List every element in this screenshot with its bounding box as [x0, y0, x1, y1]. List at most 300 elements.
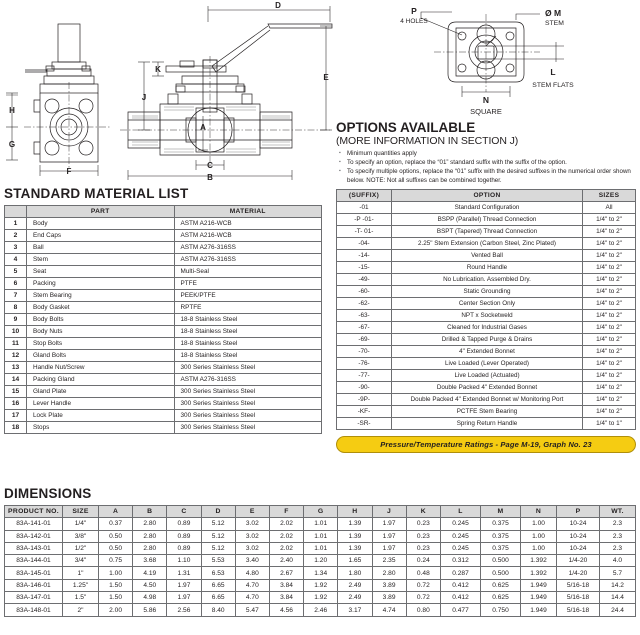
- options-cell-option: Standard Configuration: [392, 201, 583, 213]
- material-cell-part: Stops: [27, 422, 175, 434]
- dimensions-header-cell: C: [167, 506, 201, 518]
- dimensions-cell: 0.375: [481, 530, 521, 542]
- table-row: [5, 314, 322, 326]
- material-cell-num: 4: [5, 254, 27, 266]
- dimensions-cell: 2.67: [269, 567, 303, 579]
- table-row: [5, 218, 322, 230]
- dimensions-cell: 0.89: [167, 518, 201, 530]
- dimensions-cell: 1.949: [521, 604, 557, 616]
- pressure-temperature-banner[interactable]: Pressure/Temperature Ratings - Page M-19, Graph No. 23: [336, 436, 636, 453]
- material-cell-mat: 300 Series Stainless Steel: [174, 422, 322, 434]
- dimensions-cell: 0.89: [167, 530, 201, 542]
- material-cell-mat: 300 Series Stainless Steel: [174, 398, 322, 410]
- dimensions-cell: 3.17: [338, 604, 372, 616]
- dimensions-cell: 4.98: [133, 592, 167, 604]
- label-H: H: [9, 106, 15, 115]
- dimensions-cell: 2.3: [600, 542, 636, 554]
- table-row: [5, 338, 322, 350]
- table-row: [5, 386, 322, 398]
- dimensions-header-cell: K: [406, 506, 440, 518]
- dimensions-cell: 3.84: [269, 592, 303, 604]
- material-cell-mat: Multi-Seal: [174, 266, 322, 278]
- dimensions-cell: 0.23: [406, 530, 440, 542]
- table-row: [5, 530, 636, 542]
- label-square: SQUARE: [470, 107, 502, 116]
- options-cell-option: Double Packed 4" Extended Bonnet w/ Monitoring Port: [392, 393, 583, 405]
- label-4-holes: 4 HOLES: [400, 18, 428, 25]
- dimensions-cell: 1.392: [521, 555, 557, 567]
- table-row: [5, 410, 322, 422]
- material-cell-mat: PEEK/PTFE: [174, 290, 322, 302]
- dimensions-cell: 1.20: [304, 555, 338, 567]
- label-G: G: [8, 140, 16, 149]
- options-cell-option: Vented Ball: [392, 249, 583, 261]
- material-cell-part: Gland Bolts: [27, 350, 175, 362]
- dimensions-cell: 10-24: [557, 530, 600, 542]
- material-header-row: [5, 206, 322, 218]
- material-cell-num: 15: [5, 386, 27, 398]
- options-cell-sizes: 1/4" to 2": [583, 393, 636, 405]
- options-cell-sizes: 1/4" to 2": [583, 285, 636, 297]
- dimensions-cell: 5.12: [201, 530, 235, 542]
- options-cell-sizes: 1/4" to 2": [583, 357, 636, 369]
- label-E: E: [323, 73, 329, 82]
- dimensions-cell: 0.23: [406, 542, 440, 554]
- table-row: [337, 261, 636, 273]
- table-row: [5, 422, 322, 434]
- dimensions-cell: 1.00: [99, 567, 133, 579]
- dimensions-cell: 1.392: [521, 567, 557, 579]
- dimensions-cell: 1.5": [63, 592, 99, 604]
- label-L: L: [550, 67, 556, 77]
- table-row: [5, 290, 322, 302]
- label-stem-flats: STEM FLATS: [532, 82, 574, 89]
- dimensions-cell: 2.80: [133, 518, 167, 530]
- table-row: [5, 302, 322, 314]
- dimensions-cell: 2.02: [269, 530, 303, 542]
- material-cell-part: Body Nuts: [27, 326, 175, 338]
- dimensions-cell: 1.00: [521, 518, 557, 530]
- dimensions-cell: 1.80: [338, 567, 372, 579]
- dimensions-cell: 1.97: [372, 542, 406, 554]
- dimensions-cell: 1/4-20: [557, 555, 600, 567]
- dimensions-cell: 0.89: [167, 542, 201, 554]
- dimensions-cell: 6.65: [201, 579, 235, 591]
- dimensions-cell: 0.412: [441, 592, 481, 604]
- dimensions-cell: 0.75: [99, 555, 133, 567]
- dimensions-cell: 1/4": [63, 518, 99, 530]
- table-row: [5, 254, 322, 266]
- dimensions-cell: 1.50: [99, 592, 133, 604]
- material-cell-mat: ASTM A276-316SS: [174, 254, 322, 266]
- label-D: D: [275, 1, 281, 10]
- dimensions-cell: 0.287: [441, 567, 481, 579]
- table-row: [5, 592, 636, 604]
- table-row: [5, 242, 322, 254]
- table-row: [337, 309, 636, 321]
- dimensions-cell: 2.35: [372, 555, 406, 567]
- options-cell-sizes: 1/4" to 2": [583, 345, 636, 357]
- options-cell-option: Live Loaded (Actuated): [392, 369, 583, 381]
- options-cell-suffix: -14-: [337, 249, 392, 261]
- drawing-section-view: [120, 24, 332, 168]
- table-row: [337, 345, 636, 357]
- material-cell-num: 16: [5, 398, 27, 410]
- options-cell-option: Spring Return Handle: [392, 417, 583, 429]
- material-cell-mat: ASTM A276-316SS: [174, 374, 322, 386]
- table-row: [337, 417, 636, 429]
- material-cell-num: 2: [5, 230, 27, 242]
- dimensions-cell: 1.65: [338, 555, 372, 567]
- label-A: A: [200, 123, 206, 132]
- options-cell-sizes: 1/4" to 2": [583, 297, 636, 309]
- table-row: [5, 350, 322, 362]
- options-cell-suffix: -KF-: [337, 405, 392, 417]
- table-row: [337, 225, 636, 237]
- dimensions-cell: 1.949: [521, 579, 557, 591]
- material-header-num: [5, 206, 27, 218]
- material-cell-part: Body Bolts: [27, 314, 175, 326]
- table-row: [5, 398, 322, 410]
- material-header-part: PART: [27, 206, 175, 218]
- dimensions-cell: 1.92: [304, 579, 338, 591]
- table-row: [337, 405, 636, 417]
- material-cell-part: Lever Handle: [27, 398, 175, 410]
- table-row: [337, 357, 636, 369]
- options-header-row: [337, 189, 636, 201]
- dimensions-cell: 2.80: [372, 567, 406, 579]
- options-available-section: [336, 120, 636, 453]
- material-cell-num: 6: [5, 278, 27, 290]
- table-row: [5, 518, 636, 530]
- options-cell-option: PCTFE Stem Bearing: [392, 405, 583, 417]
- label-N: N: [482, 95, 490, 105]
- material-cell-mat: 18-8 Stainless Steel: [174, 338, 322, 350]
- material-cell-part: Handle Nut/Screw: [27, 362, 175, 374]
- options-note: ▪ To specify an option, replace the “01” standard suffix with the suffix of the option.: [347, 159, 636, 167]
- options-cell-sizes: 1/4" to 2": [583, 333, 636, 345]
- dimensions-cell: 1.34: [304, 567, 338, 579]
- dimensions-cell: 1.97: [167, 579, 201, 591]
- dimension-D: [208, 6, 330, 22]
- dimensions-cell: 2.56: [167, 604, 201, 616]
- dimensions-header-cell: G: [304, 506, 338, 518]
- dimensions-cell: 1.39: [338, 530, 372, 542]
- table-row: [337, 369, 636, 381]
- options-cell-suffix: -9P-: [337, 393, 392, 405]
- dimensions-cell: 5.7: [600, 567, 636, 579]
- options-cell-suffix: -04-: [337, 237, 392, 249]
- dimensions-cell: 1.92: [304, 592, 338, 604]
- material-cell-part: Stem Bearing: [27, 290, 175, 302]
- dimensions-cell: 2.02: [269, 542, 303, 554]
- material-cell-num: 18: [5, 422, 27, 434]
- label-F: F: [66, 167, 72, 176]
- material-cell-part: Lock Plate: [27, 410, 175, 422]
- options-cell-suffix: -63-: [337, 309, 392, 321]
- dimensions-header-cell: D: [201, 506, 235, 518]
- material-cell-part: Gland Plate: [27, 386, 175, 398]
- options-cell-suffix: -70-: [337, 345, 392, 357]
- material-cell-mat: ASTM A216-WCB: [174, 218, 322, 230]
- dimensions-header-cell: SIZE: [63, 506, 99, 518]
- table-row: [5, 266, 322, 278]
- options-cell-sizes: 1/4" to 2": [583, 273, 636, 285]
- dimensions-cell: 5.12: [201, 518, 235, 530]
- dimensions-cell: 3/4": [63, 555, 99, 567]
- label-C: C: [207, 161, 213, 170]
- dimensions-cell: 3.68: [133, 555, 167, 567]
- dimensions-cell: 0.72: [406, 579, 440, 591]
- material-cell-num: 17: [5, 410, 27, 422]
- options-cell-sizes: 1/4" to 1": [583, 417, 636, 429]
- dimensions-cell: 2.80: [133, 542, 167, 554]
- options-cell-suffix: -15-: [337, 261, 392, 273]
- dimensions-header-row: [5, 506, 636, 518]
- options-header-sizes: SIZES: [583, 189, 636, 201]
- material-cell-num: 13: [5, 362, 27, 374]
- dimensions-header-cell: N: [521, 506, 557, 518]
- options-cell-suffix: -T- 01-: [337, 225, 392, 237]
- table-row: [5, 555, 636, 567]
- material-list-table: [4, 205, 322, 434]
- material-cell-num: 5: [5, 266, 27, 278]
- dimensions-cell: 2.80: [133, 530, 167, 542]
- dimensions-header-cell: E: [235, 506, 269, 518]
- options-cell-option: NPT x Socketweld: [392, 309, 583, 321]
- dimensions-cell: 0.50: [99, 530, 133, 542]
- options-cell-sizes: 1/4" to 2": [583, 237, 636, 249]
- dimensions-cell: 2.40: [269, 555, 303, 567]
- options-cell-suffix: -01: [337, 201, 392, 213]
- dimensions-header-cell: M: [481, 506, 521, 518]
- dimensions-cell: 4.80: [235, 567, 269, 579]
- dimensions-cell: 3.40: [235, 555, 269, 567]
- label-P: P: [411, 6, 417, 16]
- dimensions-cell: 3.02: [235, 530, 269, 542]
- dimensions-cell: 0.80: [406, 604, 440, 616]
- dimensions-cell: 1.949: [521, 592, 557, 604]
- dimensions-cell: 5.47: [235, 604, 269, 616]
- table-row: [5, 542, 636, 554]
- dimensions-header-cell: A: [99, 506, 133, 518]
- dimensions-cell: 0.750: [481, 604, 521, 616]
- dimensions-cell: 14.4: [600, 592, 636, 604]
- material-cell-mat: ASTM A216-WCB: [174, 230, 322, 242]
- table-row: [337, 393, 636, 405]
- options-cell-sizes: 1/4" to 2": [583, 405, 636, 417]
- options-cell-sizes: 1/4" to 2": [583, 309, 636, 321]
- options-cell-option: Round Handle: [392, 261, 583, 273]
- material-cell-num: 7: [5, 290, 27, 302]
- dimensions-cell: 5.12: [201, 542, 235, 554]
- dimensions-cell: 1.01: [304, 518, 338, 530]
- dimensions-header-cell: H: [338, 506, 372, 518]
- options-header-suffix: (SUFFIX): [337, 189, 392, 201]
- dimensions-cell: 1.39: [338, 518, 372, 530]
- table-row: [337, 321, 636, 333]
- dimensions-cell: 4.70: [235, 592, 269, 604]
- dimensions-cell: 0.72: [406, 592, 440, 604]
- dimensions-cell: 83A-144-01: [5, 555, 63, 567]
- table-row: [5, 326, 322, 338]
- dimensions-cell: 3.84: [269, 579, 303, 591]
- options-cell-sizes: 1/4" to 2": [583, 225, 636, 237]
- options-cell-suffix: -77-: [337, 369, 392, 381]
- dimensions-header-cell: PRODUCT NO.: [5, 506, 63, 518]
- dimensions-cell: 1.25": [63, 579, 99, 591]
- dimensions-cell: 2": [63, 604, 99, 616]
- table-row: [337, 297, 636, 309]
- dimensions-cell: 4.19: [133, 567, 167, 579]
- options-cell-suffix: -49-: [337, 273, 392, 285]
- dimensions-cell: 0.50: [99, 542, 133, 554]
- dimensions-cell: 5.86: [133, 604, 167, 616]
- dimensions-cell: 3.02: [235, 518, 269, 530]
- table-row: [337, 201, 636, 213]
- dimensions-cell: 2.3: [600, 518, 636, 530]
- dimensions-cell: 0.245: [441, 530, 481, 542]
- material-cell-num: 14: [5, 374, 27, 386]
- material-cell-mat: 18-8 Stainless Steel: [174, 326, 322, 338]
- dimensions-cell: 4.74: [372, 604, 406, 616]
- options-notes-list: [336, 150, 636, 185]
- dimensions-cell: 1.50: [99, 579, 133, 591]
- dimensions-table: [4, 505, 636, 617]
- options-cell-option: 2.25" Stem Extension (Carbon Steel, Zinc Plated): [392, 237, 583, 249]
- label-M-stem-dia: Ø M: [545, 8, 562, 18]
- dimensions-cell: 8.40: [201, 604, 235, 616]
- options-cell-suffix: -60-: [337, 285, 392, 297]
- label-K: K: [155, 65, 161, 74]
- material-cell-part: Ball: [27, 242, 175, 254]
- options-cell-option: Drilled & Tapped Purge & Drains: [392, 333, 583, 345]
- dimensions-cell: 1.39: [338, 542, 372, 554]
- dimensions-cell: 0.48: [406, 567, 440, 579]
- dimensions-cell: 5/16-18: [557, 592, 600, 604]
- label-stem: STEM: [545, 20, 564, 27]
- material-cell-part: Packing Gland: [27, 374, 175, 386]
- dimensions-cell: 1": [63, 567, 99, 579]
- material-cell-mat: 18-8 Stainless Steel: [174, 350, 322, 362]
- material-cell-num: 10: [5, 326, 27, 338]
- dimensions-cell: 0.24: [406, 555, 440, 567]
- table-row: [5, 278, 322, 290]
- dimensions-cell: 10-24: [557, 542, 600, 554]
- table-row: [5, 374, 322, 386]
- material-cell-num: 9: [5, 314, 27, 326]
- dimensions-cell: 0.375: [481, 518, 521, 530]
- dimensions-header-cell: B: [133, 506, 167, 518]
- options-cell-option: Cleaned for Industrial Gases: [392, 321, 583, 333]
- dimensions-cell: 3.89: [372, 579, 406, 591]
- drawing-front-view: [24, 24, 110, 168]
- dimensions-cell: 1.01: [304, 542, 338, 554]
- dimensions-cell: 2.49: [338, 592, 372, 604]
- options-cell-sizes: 1/4" to 2": [583, 213, 636, 225]
- dimensions-cell: 14.2: [600, 579, 636, 591]
- dimensions-cell: 1.01: [304, 530, 338, 542]
- options-cell-option: No Lubrication. Assembled Dry.: [392, 273, 583, 285]
- dimensions-cell: 2.02: [269, 518, 303, 530]
- dimensions-cell: 83A-142-01: [5, 530, 63, 542]
- options-cell-option: Static Grounding: [392, 285, 583, 297]
- material-cell-part: Stem: [27, 254, 175, 266]
- material-cell-part: Body Gasket: [27, 302, 175, 314]
- material-cell-part: Body: [27, 218, 175, 230]
- options-cell-sizes: 1/4" to 2": [583, 261, 636, 273]
- options-cell-suffix: -62-: [337, 297, 392, 309]
- dimensions-cell: 4.70: [235, 579, 269, 591]
- dimensions-cell: 0.625: [481, 579, 521, 591]
- dimensions-header-cell: F: [269, 506, 303, 518]
- dimensions-cell: 6.53: [201, 567, 235, 579]
- dimensions-cell: 2.46: [304, 604, 338, 616]
- dimensions-cell: 2.3: [600, 530, 636, 542]
- label-J: J: [141, 93, 147, 102]
- dimensions-cell: 3.89: [372, 592, 406, 604]
- dimensions-header-cell: J: [372, 506, 406, 518]
- dimensions-cell: 0.375: [481, 542, 521, 554]
- material-cell-part: Packing: [27, 278, 175, 290]
- dimensions-cell: 1.00: [521, 542, 557, 554]
- material-cell-mat: RPTFE: [174, 302, 322, 314]
- dimensions-cell: 1.00: [521, 530, 557, 542]
- table-row: [337, 333, 636, 345]
- table-row: [337, 213, 636, 225]
- options-cell-suffix: -90-: [337, 381, 392, 393]
- dimensions-cell: 83A-145-01: [5, 567, 63, 579]
- dimensions-cell: 0.477: [441, 604, 481, 616]
- table-row: [337, 273, 636, 285]
- dimensions-cell: 5/16-18: [557, 604, 600, 616]
- material-header-material: MATERIAL: [174, 206, 322, 218]
- dimensions-header-cell: WT.: [600, 506, 636, 518]
- standard-material-section: [4, 186, 322, 434]
- dimensions-cell: 4.50: [133, 579, 167, 591]
- dimension-A: [198, 116, 208, 150]
- material-cell-part: Stop Bolts: [27, 338, 175, 350]
- material-cell-mat: 18-8 Stainless Steel: [174, 314, 322, 326]
- options-cell-sizes: 1/4" to 2": [583, 249, 636, 261]
- material-cell-num: 8: [5, 302, 27, 314]
- options-cell-sizes: 1/4" to 2": [583, 321, 636, 333]
- dimensions-title: DIMENSIONS: [4, 486, 92, 501]
- dimensions-cell: 1.97: [372, 530, 406, 542]
- options-table: [336, 189, 636, 430]
- table-row: [5, 604, 636, 616]
- dimensions-cell: 1.10: [167, 555, 201, 567]
- dimensions-cell: 83A-143-01: [5, 542, 63, 554]
- material-cell-num: 12: [5, 350, 27, 362]
- dimensions-cell: 0.312: [441, 555, 481, 567]
- dimensions-cell: 1.31: [167, 567, 201, 579]
- dimensions-cell: 1/4-20: [557, 567, 600, 579]
- material-cell-num: 11: [5, 338, 27, 350]
- options-cell-option: Live Loaded (Lever Operated): [392, 357, 583, 369]
- table-row: [5, 362, 322, 374]
- dimensions-cell: 2.49: [338, 579, 372, 591]
- options-cell-suffix: -SR-: [337, 417, 392, 429]
- material-cell-part: End Caps: [27, 230, 175, 242]
- dimensions-header-cell: L: [441, 506, 481, 518]
- options-cell-suffix: -69-: [337, 333, 392, 345]
- table-row: [337, 237, 636, 249]
- options-note: ▪ To specify multiple options, replace the “01” suffix with the desired suffixes in the numerical order shown below. NOTE: Not all suffixes can be combined together.: [347, 168, 636, 184]
- dimensions-cell: 0.245: [441, 542, 481, 554]
- options-cell-sizes: 1/4" to 2": [583, 369, 636, 381]
- options-cell-sizes: All: [583, 201, 636, 213]
